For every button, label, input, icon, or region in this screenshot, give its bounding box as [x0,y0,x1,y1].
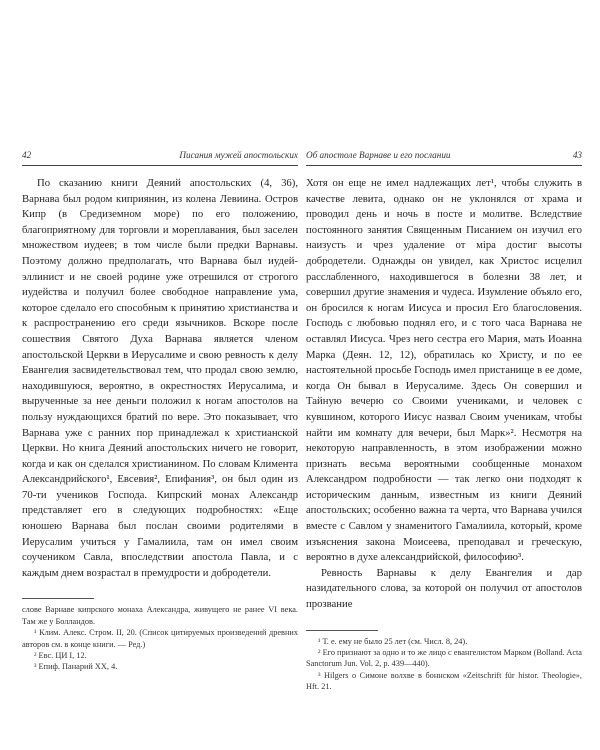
right-footnote-3: ³ Hilgers о Симоне волхве в боннском «Zeitschrift für histor. Theologie», Hft. 21. [306,670,582,692]
right-page-body [306,176,582,613]
left-footnotes [22,604,298,672]
left-page [22,150,298,700]
left-paragraph-1: По сказанию книги Деяний апостольских (4, 36), Варнава был родом киприянин, из колена Левиина. Остров Кипр (в Средиземном море) по его положению, благоприятному для торговли и мореплавания, был заселен множеством иудеев; в том числе были предки Варнавы. Поэтому должно предполагать, что Варнава был иудей-эллинист и не своей родине уже отрешился от строгого иудейства и получил более свободное направление ума, которое сделало его способным к принятию христианства и к распространению его среди язычников. Вскоре после сошествия Святого Духа Варнава является членом апостольской Церкви в Иерусалиме и свою ревность к делу Евангелия засвидетельствовал тем, что продал свою землю, находившуюся, вероятно, в окрестностях Иерусалима, и вырученные за нее деньги положил к ногам апостолов на пользу нуждающихся братий по вере. Это показывает, что Варнава уже с ранних пор принадлежал к христианской Церкви. Но книга Деяний апостольских ничего не говорит, когда и как он сделался христианином. По словам Климента Александрийского¹, Евсевия², Епифания³, он был один из 70-ти учеников Господа. Кипрский монах Александр представляет его в следующих подробностях: «Еще юношею Варнава был послан своими родителями в Иерусалим учиться у Гамалиила, там он имел своим соучеником Савла, впоследствии апостола Павла, и с каждым днем возрастал в премудрости и добродетели. [22,177,298,579]
right-footnote-2: ² Его признают за одно и то же лицо с евангелистом Марком (Bolland. Acta Sanctorum Jun. Vol. 2, p. 439—440). [306,648,582,669]
right-page-number: 43 [572,150,582,160]
left-footnote-2: ² Евс. ЦИ I, 12. [34,651,87,661]
right-footnotes [306,636,582,693]
left-page-header [22,150,298,165]
left-running-title: Писания мужей апостольских [179,150,298,160]
left-footnote-1: ¹ Клим. Алекс. Стром. II, 20. (Список цитируемых произведений древних авторов см. в конце книги. — Ред.) [22,628,298,649]
left-footnote-rule [22,598,94,599]
right-footnote-rule [306,630,378,631]
right-footnote-1: ¹ Т. е. ему не было 25 лет (см. Числ. 8, 24). [318,636,468,646]
right-paragraph-1: Хотя он еще не имел надлежащих лет¹, чтобы служить в качестве левита, однако он не уклонялся от храма и проводил день и ночь в посте и молитве. Вследствие постоянного занятия Священным Писанием он изучил его наизусть и чрез удаление от міра достиг высоты добродетели. Однажды он увидел, как Христос исцелил расслабленного, находившегося в болезни 38 лет, и совершил другие знамения и чудеса. Изумление объяло его, он бросился к ногам Иисуса и просил Его благословения. Господь с любовью поднял его, и с того часа Варнава не оставлял Иисуса. Чрез него сестра его Мария, мать Иоанна Марка (Деян. 12, 12), обратилась ко Христу, и по ее настоятельной просьбе Господь имел пристанище в ее доме, когда Он бывал в Иерусалиме. Здесь Он совершил и Тайную вечерю со Своими учениками, и человек с кувшином, которого Иисус назвал Своим ученикам, чтобы найти им комнату для вечери, был Марк»². Несмотря на некоторую направленность, в этом изображении можно признать весьма вероятными сообщенные монахом Александром подробности — так легко они подходят к историческим данным, известным из книги Деяний апостольских; особенно важна та черта, что Варнава учился вместе с Савлом у знаменитого Гамалиила, который, кроме изъяснения закона Моисеева, преподавал и греческую, вероятно в духе александрийской, философию³. [306,177,582,564]
left-footnote-continuation: слове Варнаве кипрского монаха Александра, живущего не ранее VI века. Там же у Болландов. [22,605,298,626]
right-page-header [306,150,582,165]
left-footnote-3: ³ Епиф. Панарий XX, 4. [34,662,118,672]
left-page-body [22,176,298,581]
right-paragraph-2: Ревность Варнавы к делу Евангелия и дар назидательного слова, за которой он получил от апостолов прозвание [306,566,582,611]
left-header-rule [22,165,298,166]
left-page-number: 42 [22,150,32,160]
right-header-rule [306,165,582,166]
right-page [306,150,582,700]
right-running-title: Об апостоле Варнаве и его послании [306,150,451,160]
